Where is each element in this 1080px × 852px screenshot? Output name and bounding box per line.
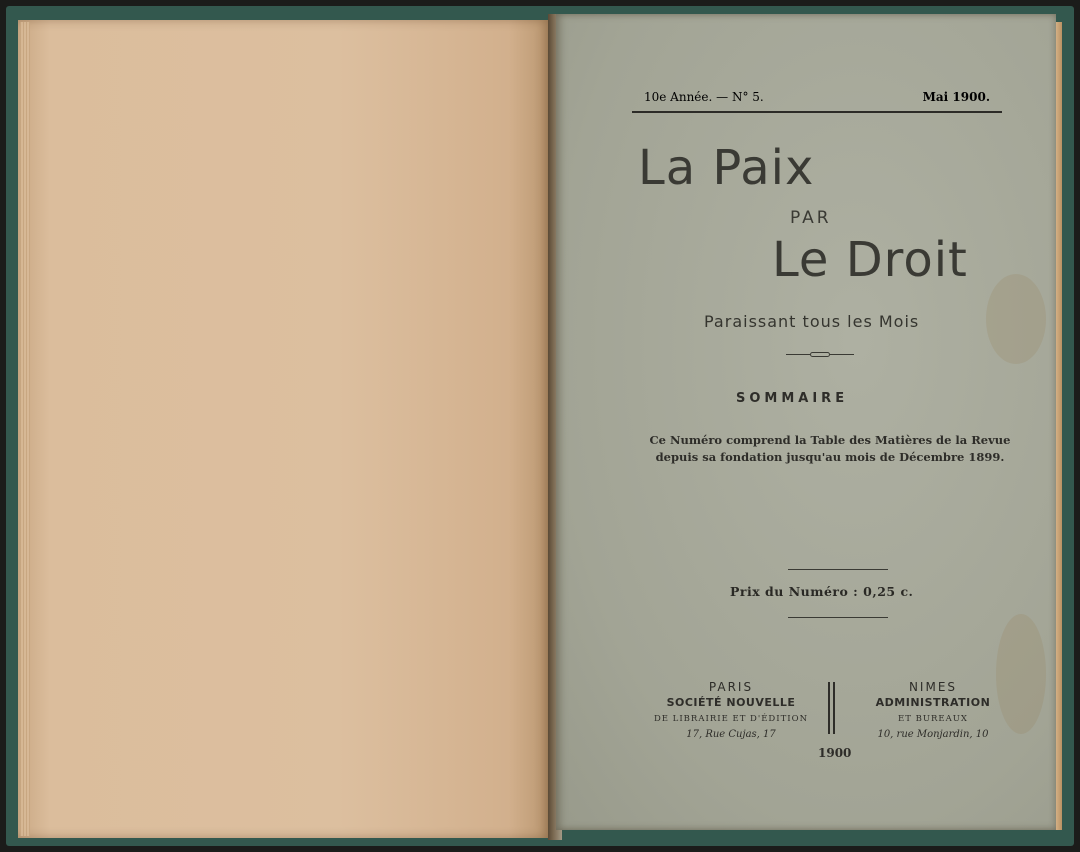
page-edges-left bbox=[20, 22, 30, 836]
publisher-line: DE LIBRAIRIE ET D'ÉDITION bbox=[653, 714, 809, 724]
sommaire-text: Ce Numéro comprend la Table des Matières de la Revue depuis sa fondation jusqu'au mois de Décembre 1899. bbox=[649, 433, 1011, 464]
paper-stain bbox=[986, 274, 1046, 364]
title-connector: PAR bbox=[790, 208, 832, 228]
publisher-address: 10, rue Monjardin, 10 bbox=[877, 729, 989, 740]
publisher-paris bbox=[646, 680, 816, 743]
issue-date: Mai 1900. bbox=[922, 90, 990, 104]
publisher-city: NIMES bbox=[908, 680, 958, 694]
publisher-name: SOCIÉTÉ NOUVELLE bbox=[666, 696, 796, 709]
publisher-line: ET BUREAUX bbox=[898, 714, 968, 724]
title-line-2: Le Droit bbox=[772, 232, 968, 288]
publisher-name: ADMINISTRATION bbox=[875, 696, 991, 709]
publication-year: 1900 bbox=[818, 746, 852, 760]
publisher-address: 17, Rue Cujas, 17 bbox=[686, 729, 776, 740]
subtitle: Paraissant tous les Mois bbox=[704, 312, 920, 331]
price-rule-top bbox=[788, 569, 888, 570]
double-bar-divider bbox=[826, 682, 838, 734]
title-line-1: La Paix bbox=[638, 140, 815, 196]
header-rule bbox=[632, 111, 1002, 113]
price-label: Prix du Numéro : 0,25 c. bbox=[730, 584, 914, 599]
issue-number: 10e Année. — N° 5. bbox=[644, 90, 764, 104]
sommaire-heading: SOMMAIRE bbox=[736, 391, 849, 406]
publisher-city: PARIS bbox=[708, 680, 754, 694]
ornament-divider bbox=[786, 352, 854, 358]
price-rule-bottom bbox=[788, 617, 888, 618]
publisher-nimes bbox=[848, 680, 1018, 743]
issue-header bbox=[632, 90, 1002, 110]
blank-left-page bbox=[18, 20, 551, 838]
